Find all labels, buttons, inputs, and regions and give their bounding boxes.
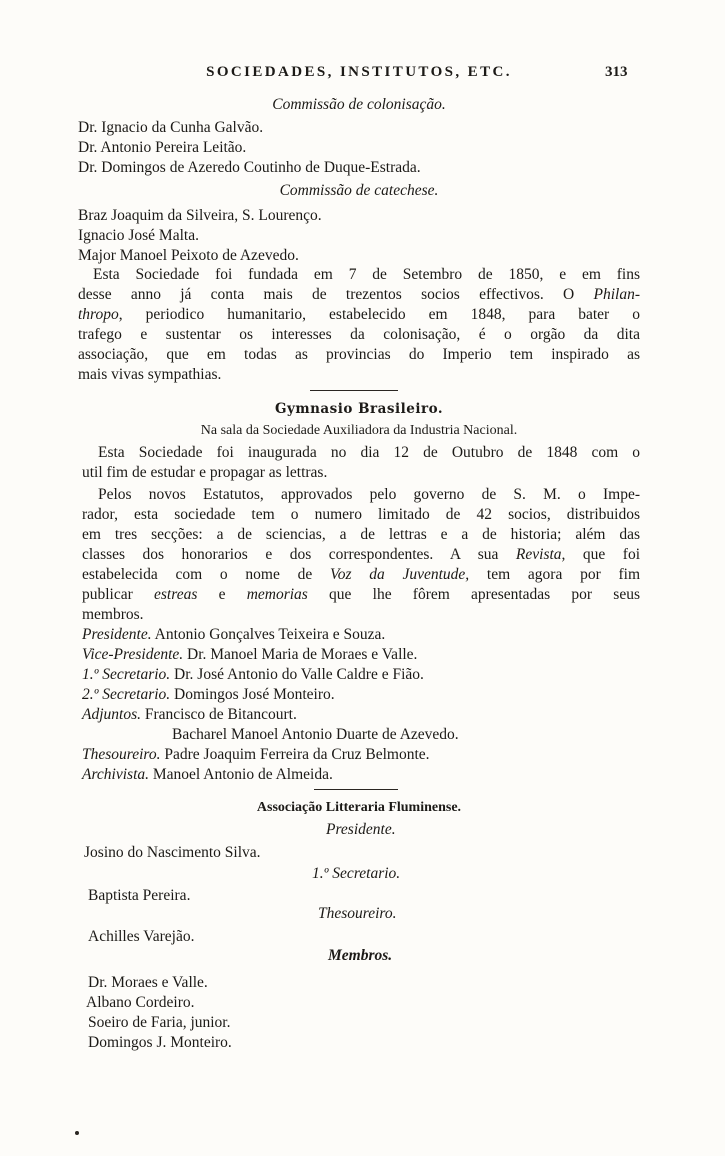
colonisacao-member: Dr. Antonio Pereira Leitão.	[78, 139, 247, 156]
paragraph-line: util fim de estudar e propagar as lettras.	[82, 464, 328, 481]
paragraph-line: Esta Sociedade foi inaugurada no dia 12 de Outubro de 1848 com o	[98, 444, 640, 461]
colonisacao-member: Dr. Domingos de Azeredo Coutinho de Duque-Estrada.	[78, 159, 421, 176]
label-secretario: 1.º Secretario.	[312, 865, 401, 882]
officer-1-secretario: 1.º Secretario. Dr. José Antonio do Valle Caldre e Fião.	[82, 666, 424, 683]
paragraph-line: Esta Sociedade foi fundada em 7 de Setembro de 1850, e em fins	[93, 266, 640, 283]
officer-presidente: Presidente. Antonio Gonçalves Teixeira e Souza.	[82, 626, 386, 643]
officer-archivista: Archivista. Manoel Antonio de Almeida.	[82, 766, 333, 783]
section-divider	[310, 390, 398, 391]
officer-adjunto-2: Bacharel Manoel Antonio Duarte de Azevedo.	[172, 726, 459, 743]
paragraph-line: publicar estreas e memorias que lhe fôrem apresentadas por seus	[82, 586, 640, 603]
officer-2-secretario: 2.º Secretario. Domingos José Monteiro.	[82, 686, 335, 703]
officer-vice-presidente: Vice-Presidente. Dr. Manoel Maria de Moraes e Valle.	[82, 646, 418, 663]
paragraph-line: estabelecida com o nome de Voz da Juventude, tem agora por fim	[82, 566, 640, 583]
section-title-gymnasio: Gymnasio Brasileiro.	[274, 401, 444, 417]
catechese-member: Ignacio José Malta.	[78, 227, 199, 244]
section-subtitle: Na sala da Sociedade Auxiliadora da Industria Nacional.	[200, 423, 518, 438]
heading-colonisacao: Commissão de colonisação.	[272, 96, 446, 113]
section-divider	[314, 789, 398, 790]
paragraph-line: membros.	[82, 606, 144, 623]
running-title: SOCIEDADES, INSTITUTOS, ETC.	[206, 64, 512, 80]
section-title-associacao: Associação Litteraria Fluminense.	[256, 800, 462, 815]
paragraph-line: desse anno já conta mais de trezentos socios effectivos. O Philan-	[78, 286, 641, 303]
label-membros: Membros.	[328, 947, 393, 964]
officer-thesoureiro: Thesoureiro. Padre Joaquim Ferreira da Cruz Belmonte.	[82, 746, 430, 763]
paragraph-line: associação, que em todas as provincias do Imperio tem inspirado as	[78, 346, 640, 363]
paragraph-line: mais vivas sympathias.	[78, 366, 222, 383]
catechese-member: Major Manoel Peixoto de Azevedo.	[78, 247, 299, 264]
ink-spot	[75, 1131, 79, 1135]
paragraph-line: em tres secções: a de sciencias, a de lettras e a de historia; além das	[82, 526, 640, 543]
running-header	[0, 64, 725, 86]
catechese-member: Braz Joaquim da Silveira, S. Lourenço.	[78, 207, 322, 224]
paragraph-line: Pelos novos Estatutos, approvados pelo governo de S. M. o Impe-	[98, 486, 640, 503]
membro-name: Domingos J. Monteiro.	[88, 1034, 232, 1051]
presidente-name: Josino do Nascimento Silva.	[84, 844, 261, 861]
paragraph-line: classes dos honorarios e dos correspondentes. A sua Revista, que foi	[82, 546, 641, 563]
thesoureiro-name: Achilles Varejão.	[88, 928, 195, 945]
paragraph-line: trafego e sustentar os interesses da colonisação, é o orgão da dita	[78, 326, 640, 343]
paragraph-line: thropo, periodico humanitario, estabelecido em 1848, para bater o	[78, 306, 640, 323]
membro-name: Dr. Moraes e Valle.	[88, 974, 208, 991]
colonisacao-member: Dr. Ignacio da Cunha Galvão.	[78, 119, 264, 136]
officer-adjuntos: Adjuntos. Francisco de Bitancourt.	[82, 706, 297, 723]
membro-name: Albano Cordeiro.	[86, 994, 195, 1011]
paragraph-line: rador, esta sociedade tem o numero limitado de 42 socios, distribuidos	[82, 506, 640, 523]
label-thesoureiro: Thesoureiro.	[318, 905, 397, 922]
membro-name: Soeiro de Faria, junior.	[88, 1014, 231, 1031]
label-presidente: Presidente.	[326, 821, 396, 838]
page-number: 313	[605, 64, 628, 80]
secretario-name: Baptista Pereira.	[88, 887, 191, 904]
heading-catechese: Commissão de catechese.	[279, 182, 439, 199]
